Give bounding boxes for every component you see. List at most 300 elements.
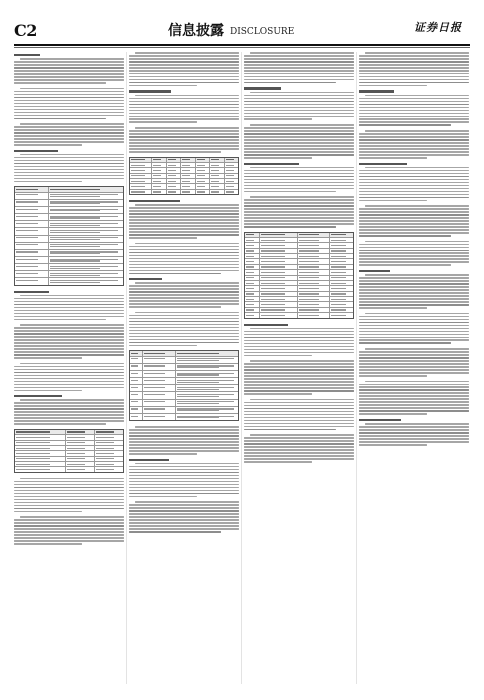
newspaper-logo: 证券日报 bbox=[414, 21, 462, 34]
table-cell bbox=[260, 238, 298, 242]
text-line bbox=[244, 449, 354, 451]
text-line bbox=[14, 157, 124, 159]
text-line bbox=[129, 466, 239, 468]
text-line bbox=[129, 472, 239, 474]
text-line bbox=[129, 145, 239, 147]
text-line bbox=[129, 294, 239, 296]
text-line bbox=[359, 220, 469, 222]
text-line bbox=[14, 502, 124, 504]
text-line bbox=[129, 345, 197, 347]
table-cell bbox=[95, 435, 123, 439]
table-cell bbox=[330, 243, 353, 247]
text-line bbox=[129, 55, 239, 57]
text-line bbox=[244, 349, 354, 351]
table-cell bbox=[15, 462, 66, 466]
data-table bbox=[14, 429, 124, 473]
table-cell bbox=[298, 243, 330, 247]
table-cell bbox=[330, 233, 353, 237]
table-cell bbox=[152, 163, 166, 167]
text-line bbox=[365, 95, 469, 97]
text-line bbox=[14, 354, 124, 356]
table-cell bbox=[95, 457, 123, 461]
text-line bbox=[129, 297, 239, 299]
text-line bbox=[244, 185, 354, 187]
text-line bbox=[244, 446, 354, 448]
text-paragraph bbox=[244, 434, 354, 462]
text-line bbox=[14, 301, 124, 303]
table-cell bbox=[167, 163, 181, 167]
text-line bbox=[359, 194, 469, 196]
column-divider bbox=[356, 52, 357, 684]
text-line bbox=[129, 85, 197, 87]
table-cell bbox=[225, 168, 238, 172]
table-cell bbox=[176, 371, 238, 377]
text-line bbox=[129, 288, 239, 290]
text-line bbox=[244, 199, 354, 201]
table-row bbox=[15, 207, 123, 214]
text-line bbox=[129, 531, 221, 533]
text-line bbox=[20, 363, 124, 365]
text-line bbox=[244, 110, 354, 112]
text-line bbox=[359, 151, 469, 153]
table-row bbox=[130, 414, 238, 420]
text-line bbox=[359, 142, 469, 144]
text-line bbox=[359, 208, 469, 210]
text-line bbox=[365, 274, 469, 276]
table-cell bbox=[260, 302, 298, 306]
text-line bbox=[244, 151, 354, 153]
table-cell bbox=[176, 364, 238, 370]
table-cell bbox=[49, 193, 123, 199]
paragraph-heading bbox=[244, 163, 299, 165]
table-cell bbox=[15, 451, 66, 455]
table-cell bbox=[330, 302, 353, 306]
text-line bbox=[129, 98, 239, 100]
text-line bbox=[14, 67, 124, 69]
text-line bbox=[14, 369, 124, 371]
text-line bbox=[129, 270, 239, 272]
text-line bbox=[359, 360, 469, 362]
text-line bbox=[244, 226, 336, 228]
table-cell bbox=[49, 243, 123, 249]
text-line bbox=[129, 324, 239, 326]
text-line bbox=[14, 390, 82, 392]
text-line bbox=[14, 496, 124, 498]
text-line bbox=[244, 452, 354, 454]
table-cell bbox=[143, 351, 176, 355]
text-paragraph bbox=[359, 90, 469, 126]
text-line bbox=[250, 167, 354, 169]
text-line bbox=[14, 135, 124, 137]
text-line bbox=[359, 354, 469, 356]
text-paragraph bbox=[14, 363, 124, 391]
text-line bbox=[359, 226, 469, 228]
text-line bbox=[14, 313, 124, 315]
text-line bbox=[244, 437, 354, 439]
text-line bbox=[129, 113, 239, 115]
table-row bbox=[15, 467, 123, 471]
text-line bbox=[250, 124, 354, 126]
text-line bbox=[244, 127, 354, 129]
text-line bbox=[244, 440, 354, 442]
text-line bbox=[129, 306, 221, 308]
text-line bbox=[129, 300, 239, 302]
table-cell bbox=[260, 233, 298, 237]
text-line bbox=[14, 141, 124, 143]
table-cell bbox=[176, 378, 238, 384]
text-line bbox=[14, 97, 124, 99]
text-line bbox=[14, 70, 124, 72]
text-paragraph bbox=[14, 324, 124, 358]
text-line bbox=[129, 484, 239, 486]
table-cell bbox=[130, 407, 143, 413]
table-cell bbox=[143, 407, 176, 413]
paragraph-heading bbox=[14, 54, 40, 56]
text-line bbox=[14, 378, 124, 380]
table-cell bbox=[130, 351, 143, 355]
text-line bbox=[359, 154, 469, 156]
text-line bbox=[135, 501, 239, 503]
table-cell bbox=[260, 281, 298, 285]
text-line bbox=[244, 411, 354, 413]
table-cell bbox=[15, 193, 49, 199]
text-line bbox=[14, 181, 82, 183]
text-line bbox=[359, 435, 469, 437]
text-line bbox=[129, 453, 197, 455]
data-table bbox=[129, 157, 239, 196]
text-line bbox=[359, 438, 469, 440]
text-line bbox=[14, 420, 124, 422]
text-line bbox=[135, 204, 239, 206]
text-line bbox=[14, 327, 124, 329]
text-line bbox=[129, 151, 221, 153]
text-line bbox=[129, 107, 239, 109]
text-line bbox=[14, 91, 124, 93]
text-line bbox=[244, 378, 354, 380]
paragraph-heading bbox=[14, 395, 62, 397]
text-paragraph bbox=[14, 516, 124, 544]
text-line bbox=[244, 402, 354, 404]
table-cell bbox=[130, 400, 143, 406]
table-cell bbox=[245, 270, 260, 274]
table-cell bbox=[210, 184, 224, 188]
table-cell bbox=[245, 308, 260, 312]
text-line bbox=[14, 481, 124, 483]
text-line bbox=[129, 522, 239, 524]
text-line bbox=[129, 82, 239, 84]
data-table bbox=[244, 232, 354, 319]
text-line bbox=[129, 447, 239, 449]
text-line bbox=[129, 432, 239, 434]
text-line bbox=[365, 241, 469, 243]
text-line bbox=[14, 132, 124, 134]
text-line bbox=[359, 67, 469, 69]
table-cell bbox=[130, 163, 152, 167]
text-line bbox=[359, 179, 469, 181]
table-cell bbox=[143, 385, 176, 391]
text-line bbox=[244, 116, 354, 118]
text-line bbox=[14, 126, 124, 128]
text-line bbox=[14, 333, 124, 335]
text-line bbox=[359, 229, 469, 231]
text-line bbox=[244, 346, 354, 348]
text-line bbox=[244, 179, 354, 181]
table-row bbox=[15, 271, 123, 278]
table-cell bbox=[181, 174, 195, 178]
text-line bbox=[129, 231, 239, 233]
text-line bbox=[135, 463, 239, 465]
text-line bbox=[14, 79, 124, 81]
text-line bbox=[14, 402, 124, 404]
text-paragraph bbox=[244, 196, 354, 227]
text-line bbox=[129, 237, 197, 239]
text-line bbox=[359, 252, 469, 254]
table-cell bbox=[15, 467, 66, 471]
text-line bbox=[244, 205, 354, 207]
table-row bbox=[15, 236, 123, 243]
table-cell bbox=[225, 158, 238, 162]
text-line bbox=[20, 154, 124, 156]
text-line bbox=[135, 243, 239, 245]
text-line bbox=[14, 387, 124, 389]
text-line bbox=[14, 118, 106, 120]
paragraph-heading bbox=[359, 163, 407, 165]
text-line bbox=[14, 169, 124, 171]
text-line bbox=[129, 330, 239, 332]
text-line bbox=[359, 401, 469, 403]
text-line bbox=[14, 103, 124, 105]
text-line bbox=[359, 410, 469, 412]
table-row bbox=[130, 407, 238, 414]
text-line bbox=[129, 249, 239, 251]
table-cell bbox=[298, 276, 330, 280]
text-line bbox=[359, 182, 469, 184]
text-line bbox=[129, 110, 239, 112]
text-line bbox=[14, 519, 124, 521]
table-cell bbox=[49, 278, 123, 284]
table-cell bbox=[130, 392, 143, 398]
table-cell bbox=[15, 435, 66, 439]
table-cell bbox=[49, 271, 123, 277]
table-cell bbox=[66, 430, 95, 434]
text-line bbox=[250, 399, 354, 401]
table-cell bbox=[130, 184, 152, 188]
table-cell bbox=[15, 446, 66, 450]
text-line bbox=[359, 392, 469, 394]
text-line bbox=[244, 408, 354, 410]
table-row bbox=[245, 313, 353, 317]
text-paragraph bbox=[359, 419, 469, 446]
table-cell bbox=[130, 168, 152, 172]
text-line bbox=[359, 101, 469, 103]
text-line bbox=[359, 298, 469, 300]
table-cell bbox=[176, 414, 238, 420]
text-line bbox=[359, 301, 469, 303]
text-line bbox=[359, 232, 469, 234]
text-line bbox=[244, 355, 312, 357]
text-line bbox=[129, 148, 239, 150]
text-line bbox=[359, 185, 469, 187]
text-line bbox=[359, 351, 469, 353]
table-cell bbox=[245, 249, 260, 253]
text-line bbox=[129, 207, 239, 209]
text-line bbox=[244, 393, 312, 395]
text-line bbox=[14, 522, 124, 524]
text-line bbox=[244, 73, 354, 75]
text-paragraph bbox=[129, 426, 239, 454]
text-line bbox=[129, 513, 239, 515]
text-line bbox=[244, 154, 354, 156]
table-cell bbox=[210, 168, 224, 172]
table-cell bbox=[49, 228, 123, 234]
text-line bbox=[359, 133, 469, 135]
text-line bbox=[20, 58, 124, 60]
text-line bbox=[244, 191, 336, 193]
table-cell bbox=[260, 254, 298, 258]
text-line bbox=[359, 389, 469, 391]
text-line bbox=[129, 303, 239, 305]
text-line bbox=[14, 543, 82, 545]
text-line bbox=[244, 208, 354, 210]
text-line bbox=[14, 330, 124, 332]
text-line bbox=[359, 104, 469, 106]
text-line bbox=[359, 173, 469, 175]
table-cell bbox=[245, 243, 260, 247]
text-line bbox=[244, 76, 354, 78]
text-line bbox=[244, 95, 354, 97]
table-cell bbox=[49, 236, 123, 242]
text-line bbox=[359, 316, 469, 318]
text-line bbox=[14, 375, 124, 377]
table-cell bbox=[167, 168, 181, 172]
text-line bbox=[129, 61, 239, 63]
text-line bbox=[129, 101, 239, 103]
text-line bbox=[14, 528, 124, 530]
text-line bbox=[244, 387, 354, 389]
text-line bbox=[14, 381, 124, 383]
text-line bbox=[359, 426, 469, 428]
table-cell bbox=[130, 158, 152, 162]
table-cell bbox=[260, 265, 298, 269]
table-cell bbox=[130, 414, 143, 420]
text-line bbox=[244, 145, 354, 147]
text-line bbox=[244, 67, 354, 69]
text-line bbox=[129, 444, 239, 446]
text-paragraph bbox=[359, 205, 469, 236]
text-line bbox=[129, 116, 239, 118]
text-line bbox=[244, 334, 354, 336]
text-line bbox=[244, 390, 354, 392]
text-line bbox=[359, 61, 469, 63]
text-line bbox=[359, 319, 469, 321]
table-cell bbox=[298, 254, 330, 258]
text-line bbox=[129, 438, 239, 440]
text-line bbox=[20, 478, 124, 480]
text-line bbox=[129, 213, 239, 215]
text-line bbox=[14, 166, 124, 168]
text-paragraph bbox=[359, 241, 469, 266]
table-cell bbox=[176, 392, 238, 398]
table-cell bbox=[260, 249, 298, 253]
table-cell bbox=[130, 385, 143, 391]
table-cell bbox=[49, 207, 123, 213]
table-cell bbox=[95, 446, 123, 450]
text-line bbox=[129, 136, 239, 138]
text-line bbox=[359, 304, 469, 306]
text-line bbox=[359, 384, 469, 386]
table-cell bbox=[176, 385, 238, 391]
text-line bbox=[129, 496, 197, 498]
text-line bbox=[359, 217, 469, 219]
text-line bbox=[244, 455, 354, 457]
text-line bbox=[14, 484, 124, 486]
table-cell bbox=[245, 281, 260, 285]
text-line bbox=[244, 366, 354, 368]
text-line bbox=[244, 443, 354, 445]
text-line bbox=[129, 510, 239, 512]
table-cell bbox=[130, 174, 152, 178]
text-paragraph bbox=[129, 501, 239, 532]
text-line bbox=[244, 429, 336, 431]
text-line bbox=[250, 196, 354, 198]
text-line bbox=[244, 381, 354, 383]
text-line bbox=[14, 540, 124, 542]
text-line bbox=[14, 115, 124, 117]
table-cell bbox=[15, 214, 49, 220]
text-line bbox=[14, 310, 124, 312]
text-line bbox=[14, 109, 124, 111]
text-line bbox=[129, 258, 239, 260]
text-line bbox=[129, 219, 239, 221]
table-cell bbox=[167, 190, 181, 194]
text-paragraph bbox=[14, 123, 124, 145]
table-cell bbox=[298, 281, 330, 285]
table-cell bbox=[49, 200, 123, 206]
text-line bbox=[244, 363, 354, 365]
text-line bbox=[359, 85, 427, 87]
table-cell bbox=[15, 430, 66, 434]
text-paragraph bbox=[244, 360, 354, 394]
table-cell bbox=[49, 264, 123, 270]
table-cell bbox=[176, 351, 238, 355]
text-line bbox=[244, 118, 312, 120]
table-row bbox=[130, 364, 238, 371]
text-line bbox=[129, 121, 197, 123]
text-line bbox=[14, 163, 124, 165]
text-paragraph bbox=[359, 130, 469, 158]
text-line bbox=[135, 52, 239, 54]
text-line bbox=[129, 267, 239, 269]
table-cell bbox=[330, 308, 353, 312]
text-line bbox=[14, 94, 124, 96]
table-cell bbox=[66, 435, 95, 439]
text-paragraph bbox=[14, 395, 124, 425]
table-cell bbox=[15, 264, 49, 270]
text-line bbox=[14, 508, 124, 510]
paragraph-heading bbox=[14, 291, 49, 293]
text-line bbox=[129, 118, 239, 120]
text-line bbox=[14, 408, 124, 410]
text-line bbox=[244, 420, 354, 422]
text-line bbox=[244, 405, 354, 407]
text-line bbox=[359, 235, 451, 237]
text-paragraph bbox=[244, 87, 354, 120]
text-line bbox=[244, 142, 354, 144]
table-cell bbox=[260, 286, 298, 290]
table-row bbox=[15, 278, 123, 284]
text-line bbox=[129, 234, 239, 236]
table-cell bbox=[15, 207, 49, 213]
